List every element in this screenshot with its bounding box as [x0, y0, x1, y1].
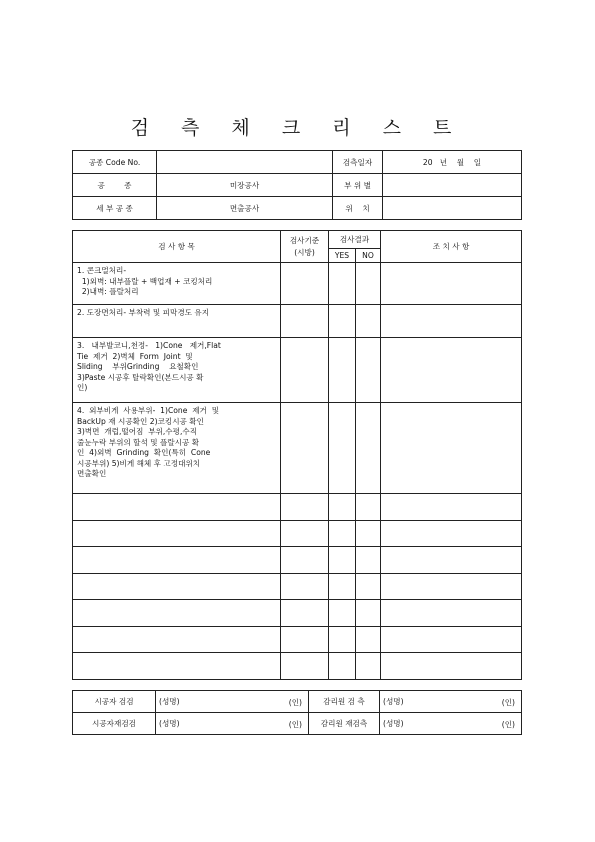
checklist-item-line: 2)내벽: 플랄처리 [77, 287, 139, 296]
yes-cell[interactable] [329, 600, 356, 627]
checklist-item-line: 3. 내부발코니,천정- 1)Cone 제거,Flat [77, 341, 221, 350]
no-cell[interactable] [356, 626, 381, 653]
sub-work-value[interactable]: 면출공사 [157, 197, 333, 220]
checklist-item-line: 면출확인 [77, 469, 107, 478]
checklist-item-line: 시공부위) 5)비게 해체 후 고정대위치 [77, 458, 201, 468]
checklist-row [73, 338, 522, 403]
yes-cell[interactable] [329, 520, 356, 547]
code-label: 공종 Code No. [73, 151, 157, 174]
yes-cell[interactable] [329, 338, 356, 403]
checklist-item-text [73, 403, 281, 494]
col-header-item-label: 검 사 항 목 [158, 242, 195, 251]
criteria-cell[interactable] [281, 520, 329, 547]
supervisor-inspection-seal: (인) [501, 698, 515, 707]
item-cell[interactable] [73, 547, 281, 574]
action-cell[interactable] [381, 600, 522, 627]
action-cell[interactable] [381, 263, 522, 305]
checklist-item-line: 3)Paste 시공후 탈락확인(본드시공 확 [77, 372, 204, 382]
action-cell[interactable] [381, 520, 522, 547]
yes-cell[interactable] [329, 263, 356, 305]
checklist-item-line: Sliding 부위Grinding 요철확인 [77, 362, 199, 371]
criteria-cell[interactable] [281, 653, 329, 680]
contractor-reinspection-name: (성명) [159, 719, 180, 728]
signature-table [72, 690, 522, 735]
checklist-item-line: 줄눈누락 부위의 할석 및 플랄시공 확 [77, 437, 200, 447]
action-cell[interactable] [381, 626, 522, 653]
item-cell[interactable] [73, 494, 281, 521]
yes-cell[interactable] [329, 494, 356, 521]
contractor-inspection-seal: (인) [288, 698, 302, 707]
inspection-date-label: 검측일자 [333, 151, 383, 174]
criteria-cell[interactable] [281, 626, 329, 653]
criteria-cell[interactable] [281, 305, 329, 338]
checklist-item-line: 3)벽면 개럽,떨어짐 부위,수평,수직 [77, 427, 198, 436]
no-cell[interactable] [356, 573, 381, 600]
col-header-action [381, 231, 522, 263]
no-cell[interactable] [356, 653, 381, 680]
action-cell[interactable] [381, 305, 522, 338]
checklist-empty-row [73, 600, 522, 627]
checklist-empty-row [73, 547, 522, 574]
no-cell[interactable] [356, 305, 381, 338]
sub-work-label: 세 부 공 종 [73, 197, 157, 220]
item-cell[interactable] [73, 653, 281, 680]
contractor-inspection-label: 시공자 검검 [73, 691, 156, 713]
no-cell[interactable] [356, 403, 381, 494]
location-value[interactable] [383, 197, 522, 220]
checklist-empty-row [73, 520, 522, 547]
col-header-criteria-line2: (시방) [294, 247, 315, 257]
item-cell[interactable] [73, 626, 281, 653]
checklist-item-text [73, 263, 281, 305]
contractor-inspection-name: (성명) [159, 697, 180, 706]
part-value[interactable] [383, 174, 522, 197]
col-header-result: 검사결과 [329, 231, 381, 249]
criteria-cell[interactable] [281, 547, 329, 574]
supervisor-reinspection-name: (성명) [383, 719, 404, 728]
supervisor-inspection-sign[interactable] [380, 691, 522, 713]
yes-cell[interactable] [329, 626, 356, 653]
action-cell[interactable] [381, 547, 522, 574]
supervisor-inspection-label: 감리원 검 측 [309, 691, 380, 713]
yes-cell[interactable] [329, 547, 356, 574]
code-value[interactable] [157, 151, 333, 174]
criteria-cell[interactable] [281, 338, 329, 403]
criteria-cell[interactable] [281, 600, 329, 627]
location-label: 위 치 [333, 197, 383, 220]
checklist-row [73, 263, 522, 305]
checklist-item-line: 2. 도장면처리- 부착력 및 피막경도 유지 [77, 308, 210, 317]
contractor-reinspection-sign[interactable] [156, 713, 309, 735]
checklist-item-line: 인) [77, 383, 88, 392]
col-header-action-label: 조 치 사 항 [432, 242, 470, 251]
criteria-cell[interactable] [281, 403, 329, 494]
checklist-item-line: 4. 외부비게 사용부위- 1)Cone 제거 및 [77, 406, 220, 415]
work-type-label: 공 종 [73, 174, 157, 197]
action-cell[interactable] [381, 338, 522, 403]
action-cell[interactable] [381, 403, 522, 494]
criteria-cell[interactable] [281, 494, 329, 521]
checklist-empty-row [73, 626, 522, 653]
col-header-yes: YES [329, 249, 356, 263]
page-title: 검 측 체 크 리 스 트 [130, 117, 465, 139]
contractor-inspection-sign[interactable] [156, 691, 309, 713]
action-cell[interactable] [381, 573, 522, 600]
action-cell[interactable] [381, 494, 522, 521]
col-header-item [73, 231, 281, 263]
item-cell[interactable] [73, 573, 281, 600]
checklist-item-line: 1)외벽: 내부플랄 + 백업재 + 코킹처리 [77, 276, 213, 286]
no-cell[interactable] [356, 263, 381, 305]
checklist-row [73, 305, 522, 338]
col-header-no: NO [356, 249, 381, 263]
checklist-item-text [73, 338, 281, 403]
action-cell[interactable] [381, 653, 522, 680]
checklist-item-line: 1. 콘크멀처리- [77, 266, 127, 275]
header-info-table [72, 150, 522, 220]
yes-cell[interactable] [329, 653, 356, 680]
checklist-item-text [73, 305, 281, 338]
criteria-cell[interactable] [281, 263, 329, 305]
col-header-criteria-line1: 검사기준 [289, 235, 320, 245]
supervisor-inspection-name: (성명) [383, 697, 404, 706]
checklist-table [72, 230, 522, 680]
yes-cell[interactable] [329, 305, 356, 338]
item-cell[interactable] [73, 600, 281, 627]
yes-cell[interactable] [329, 573, 356, 600]
no-cell[interactable] [356, 520, 381, 547]
no-cell[interactable] [356, 338, 381, 403]
checklist-row [73, 403, 522, 494]
checklist-empty-row [73, 573, 522, 600]
no-cell[interactable] [356, 547, 381, 574]
no-cell[interactable] [356, 600, 381, 627]
supervisor-reinspection-sign[interactable] [380, 713, 522, 735]
checklist-empty-row [73, 653, 522, 680]
col-header-criteria [281, 231, 329, 263]
supervisor-reinspection-label: 감리원 재검측 [309, 713, 380, 735]
contractor-reinspection-label: 시공자재검검 [73, 713, 156, 735]
yes-cell[interactable] [329, 403, 356, 494]
checklist-item-line: BackUp 재 시공확인 2)코킹시공 확인 [77, 416, 204, 426]
no-cell[interactable] [356, 494, 381, 521]
criteria-cell[interactable] [281, 573, 329, 600]
contractor-reinspection-seal: (인) [288, 720, 302, 729]
checklist-empty-row [73, 494, 522, 521]
part-label: 부 위 별 [333, 174, 383, 197]
checklist-item-line: 인 4)외벽 Grinding 확인(특히 Cone [77, 448, 211, 457]
item-cell[interactable] [73, 520, 281, 547]
inspection-date-value[interactable]: 20 년 월 일 [383, 151, 522, 174]
supervisor-reinspection-seal: (인) [501, 720, 515, 729]
checklist-item-line: Tie 제거 2)벽체 Form Joint 및 [77, 351, 193, 361]
work-type-value[interactable]: 미장공사 [157, 174, 333, 197]
